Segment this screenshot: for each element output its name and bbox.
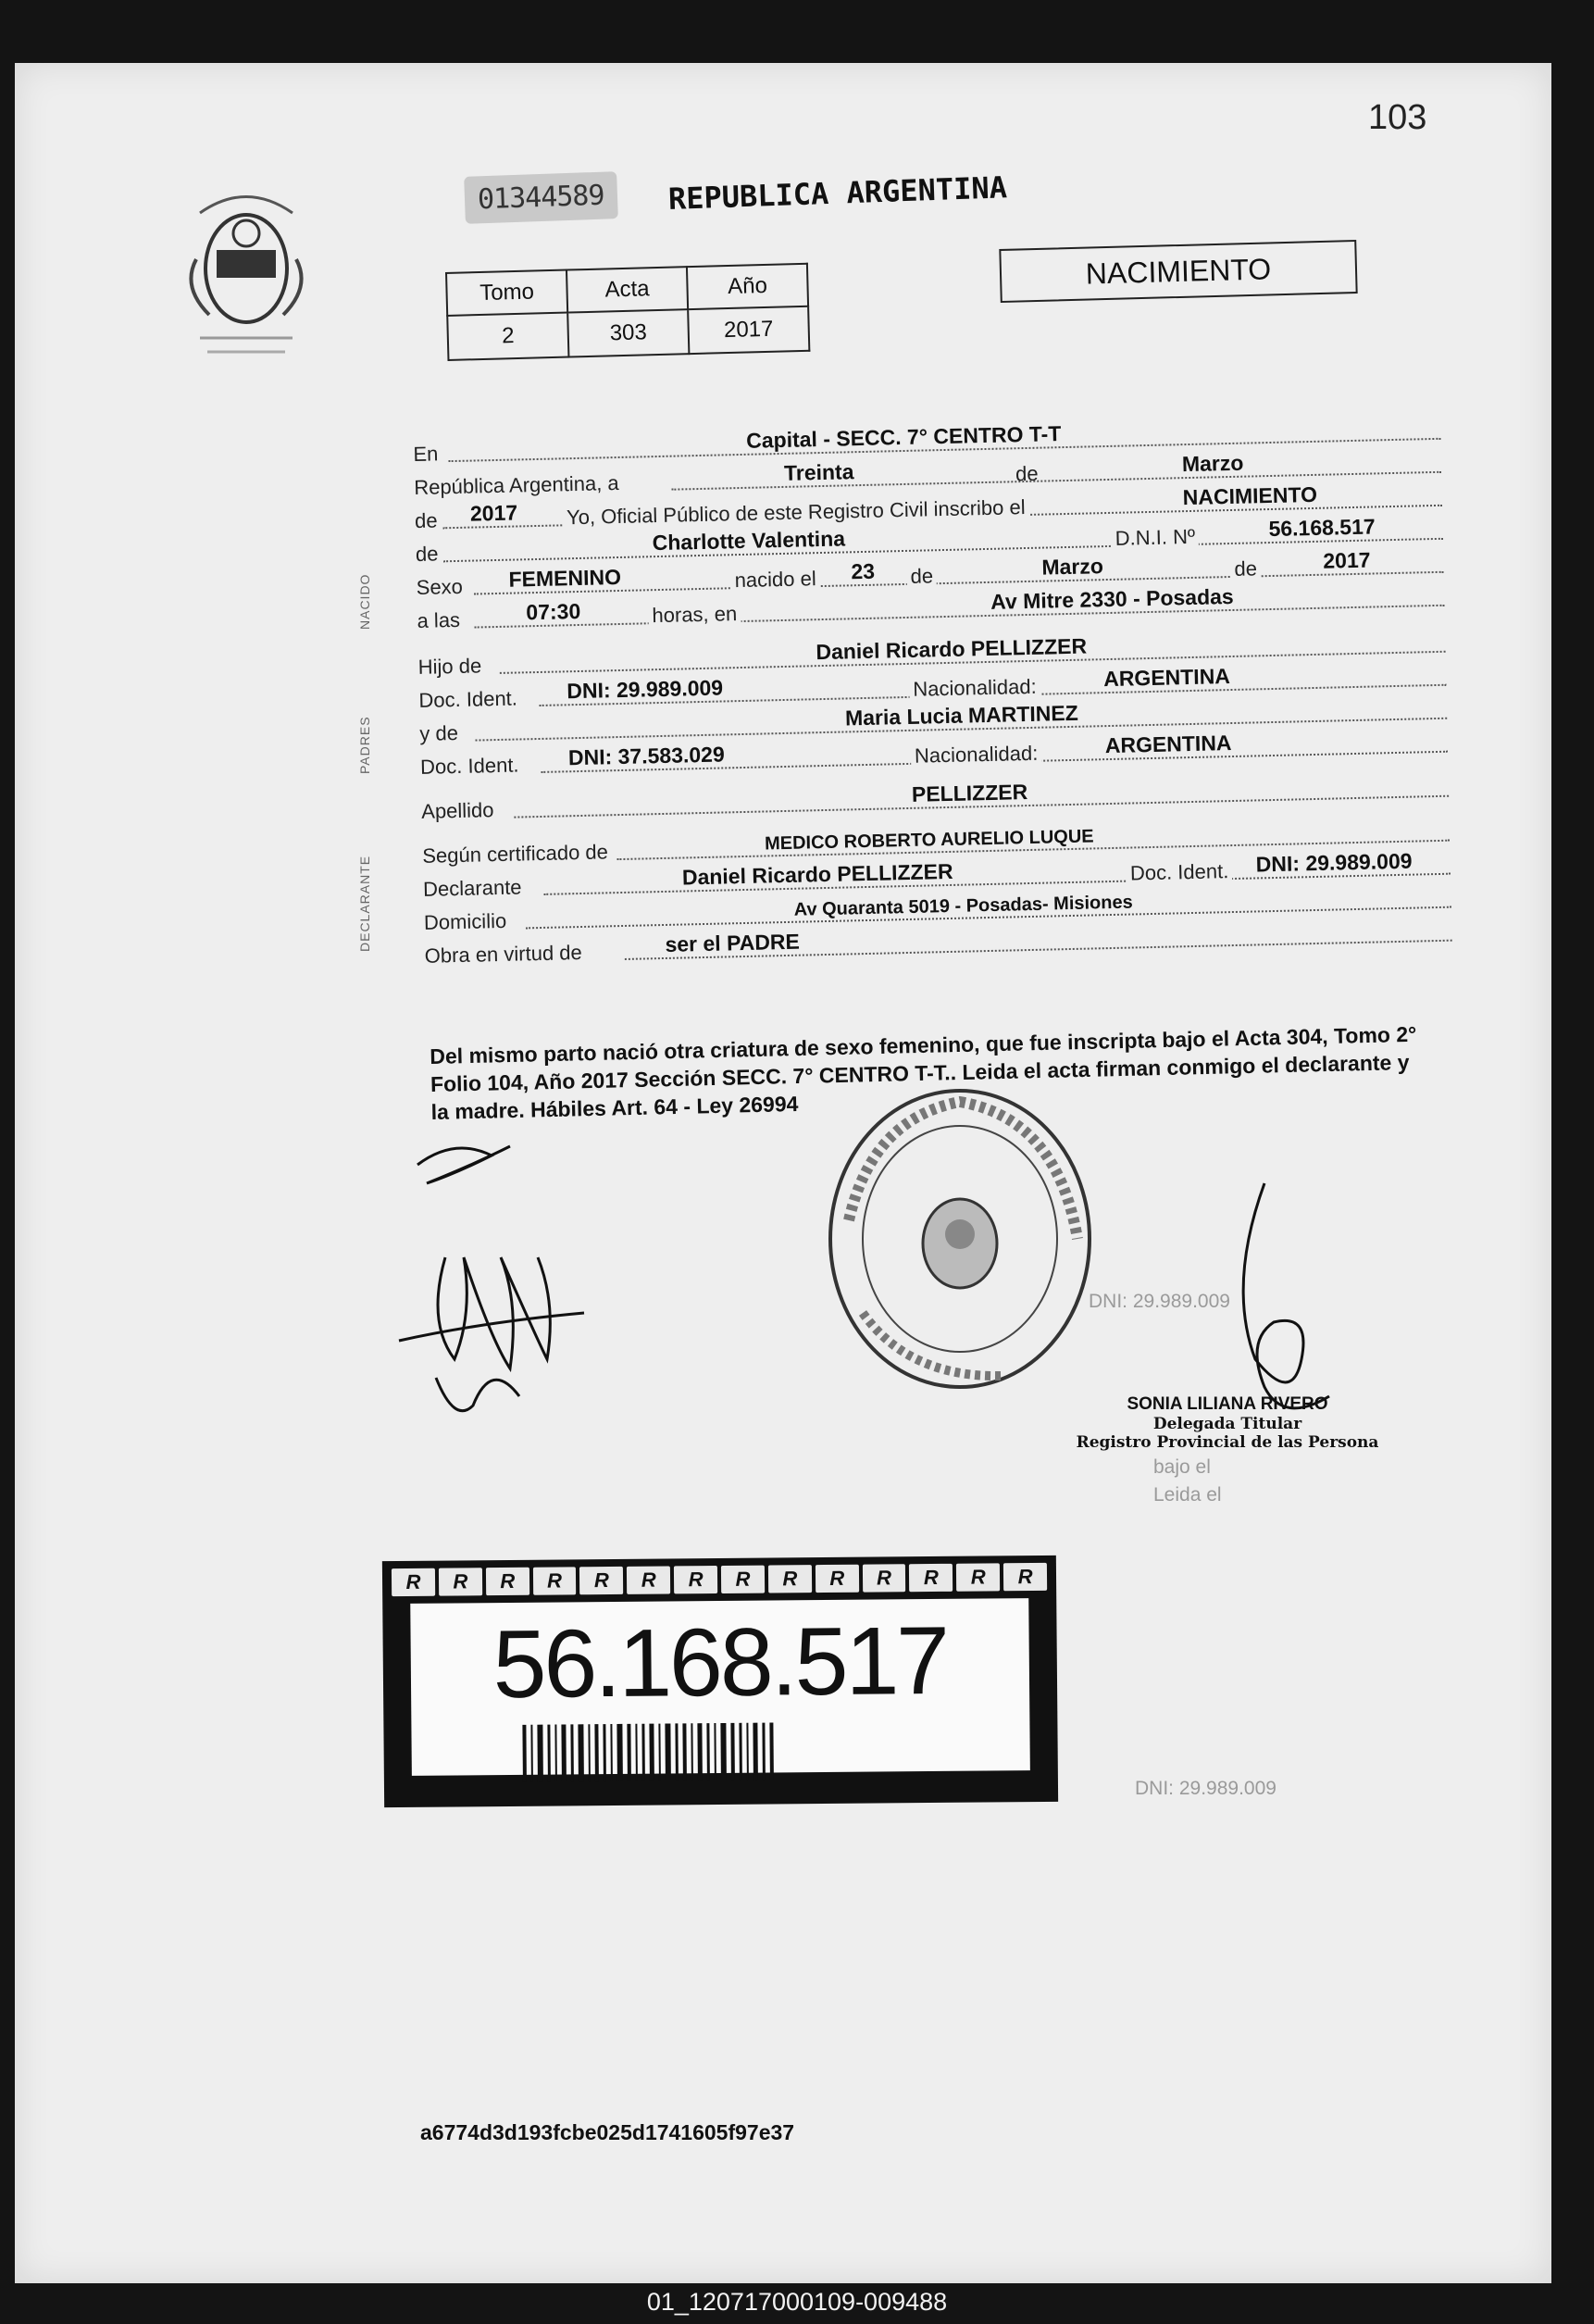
label-declarante: Declarante: [422, 875, 522, 901]
value-hora: 07:30: [526, 598, 581, 625]
value-nacido-anio: 2017: [1323, 547, 1371, 573]
r-stripe-letter: R: [486, 1568, 529, 1595]
barcode-bar: [594, 1724, 599, 1781]
table-value-anio: 2017: [688, 306, 809, 354]
value-madre-doc: DNI: 37.583.029: [567, 742, 725, 770]
barcode-bar: [554, 1725, 557, 1782]
barcode-bar: [561, 1724, 567, 1781]
barcode-bar: [714, 1723, 716, 1780]
barcode-bar: [578, 1724, 584, 1781]
table-header-acta: Acta: [567, 267, 688, 312]
label-de4: de: [906, 564, 937, 589]
label-hijo: Hijo de: [417, 654, 482, 679]
table-header-anio: Año: [687, 264, 808, 309]
value-padre: Daniel Ricardo PELLIZZER: [816, 633, 1088, 665]
value-certificado: MEDICO ROBERTO AURELIO LUQUE: [764, 826, 1094, 855]
record-type-box: NACIMIENTO: [999, 240, 1357, 303]
value-padre-nac: ARGENTINA: [1102, 664, 1231, 692]
form-row-apellido: [421, 769, 1449, 824]
barcode-bar: [547, 1725, 551, 1782]
barcode-bar: [522, 1725, 527, 1782]
label-nac-padre: Nacionalidad:: [909, 675, 1040, 702]
value-apellido: PELLIZZER: [911, 780, 1028, 806]
value-lugar-nacimiento: Av Mitre 2330 - Posadas: [990, 583, 1234, 614]
label-obra: Obra en virtud de: [424, 941, 582, 968]
r-stripe-letter: R: [1003, 1563, 1047, 1591]
barcode-bar: [730, 1723, 735, 1780]
r-stripe-letter: R: [674, 1566, 717, 1593]
value-declarante-doc: DNI: 29.989.009: [1255, 848, 1413, 877]
record-table: [445, 263, 810, 361]
r-stripe-letter: R: [721, 1566, 765, 1593]
barcode-bar: [610, 1724, 613, 1781]
value-declarante: Daniel Ricardo PELLIZZER: [681, 858, 953, 890]
barcode-number: 56.168.517: [492, 1606, 948, 1719]
officer-office: Registro Provincial de las Persona: [1076, 1433, 1379, 1452]
bleed-through-text: DNI: 29.989.009: [1089, 1291, 1230, 1312]
label-sexo: Sexo: [416, 574, 464, 599]
barcode-bar: [616, 1724, 623, 1781]
barcode-bar: [635, 1724, 638, 1781]
label-horas-en: horas, en: [648, 602, 741, 628]
side-label-nacido: NACIDO: [357, 573, 372, 630]
label-de5: de: [1230, 556, 1261, 581]
barcode-bar: [675, 1723, 679, 1780]
value-padre-doc: DNI: 29.989.009: [567, 675, 724, 704]
label-doc-padre: Doc. Ident.: [418, 686, 518, 712]
value-inscribo: NACIMIENTO: [1182, 481, 1318, 510]
value-lugar: Capital - SECC. 7° CENTRO T-T: [745, 421, 1062, 453]
document-hash: a6774d3d193fcbe025d1741605f97e37: [420, 2120, 795, 2144]
label-doc-declarante: Doc. Ident.: [1127, 859, 1233, 886]
label-de2: de: [414, 508, 438, 532]
label-domicilio: Domicilio: [423, 908, 507, 934]
label-de3: de: [415, 542, 439, 566]
value-nombre: Charlotte Valentina: [652, 526, 846, 556]
value-nacido-mes: Marzo: [1041, 554, 1104, 580]
value-obra: ser el PADRE: [665, 929, 801, 956]
barcode-bar: [697, 1723, 703, 1780]
value-mes: Marzo: [1181, 450, 1244, 477]
r-stripe-letter: R: [439, 1568, 482, 1595]
label-doc-madre: Doc. Ident.: [419, 753, 519, 779]
file-code: 01_120717000109-009488: [646, 2288, 948, 2316]
r-stripe-letter: R: [532, 1567, 576, 1594]
label-inscribo: Yo, Oficial Público de este Registro Civil inscribo el: [563, 495, 1029, 530]
r-stripe-letter: R: [862, 1564, 905, 1592]
barcode-bar: [658, 1724, 661, 1781]
label-nacido: nacido el: [730, 567, 820, 593]
barcode-bar: [649, 1724, 654, 1781]
value-sexo: FEMENINO: [508, 564, 622, 592]
barcode-bar: [682, 1723, 687, 1780]
barcode-bar: [691, 1723, 693, 1780]
barcode-bar: [720, 1723, 727, 1780]
official-seal-icon: [816, 1081, 1103, 1396]
document-page: [15, 63, 1551, 2283]
bleed-through-text: DNI: 29.989.009: [1135, 1778, 1276, 1799]
page-number: 103: [1368, 98, 1427, 137]
label-y-de: y de: [419, 720, 459, 745]
label-de: de: [1015, 461, 1039, 486]
side-label-padres: PADRES: [357, 716, 372, 774]
value-anio: 2017: [469, 500, 518, 526]
label-certificado: Según certificado de: [422, 840, 609, 868]
observation-note: Del mismo parto nació otra criatura de sexo femenino, que fue inscripta bajo el Acta 304, Tomo 2° Folio 104, Año 2017 Sección SECC. 7° CENTRO T-T.. Leida el acta firman conmigo el declarante y la madre. Hábiles Art. 64 - Ley 26994: [430, 1021, 1417, 1124]
country-heading: REPUBLICA ARGENTINA: [667, 169, 1008, 217]
barcode-bar: [588, 1724, 591, 1781]
barcode-bar: [530, 1725, 533, 1782]
side-label-declarante: DECLARANTE: [357, 855, 372, 952]
barcode-sticker: [382, 1556, 1058, 1807]
label-alas: a las: [417, 607, 461, 632]
value-madre: Maria Lucia MARTINEZ: [844, 700, 1079, 731]
label-en: En: [413, 442, 439, 466]
r-stripe-letter: R: [956, 1563, 1000, 1591]
barcode-bar: [570, 1724, 574, 1781]
table-value-tomo: 2: [447, 313, 568, 360]
table-value-acta: 303: [567, 309, 689, 356]
barcode-bar: [641, 1724, 645, 1781]
value-dia: Treinta: [783, 459, 854, 485]
coat-of-arms-icon: [163, 185, 330, 361]
barcode-bar: [739, 1723, 742, 1780]
officer-name: SONIA LILIANA RIVERO: [1127, 1394, 1328, 1414]
barcode-bar: [769, 1723, 774, 1780]
barcode-bar: [627, 1724, 631, 1781]
declarant-signature-icon: [390, 1128, 603, 1433]
birth-record-form: [413, 412, 1453, 1028]
label-apellido: Apellido: [420, 798, 494, 823]
value-nacido-dia: 23: [851, 558, 876, 584]
label-republica: República Argentina, a: [413, 470, 619, 499]
value-domicilio: Av Quaranta 5019 - Posadas- Misiones: [793, 892, 1133, 920]
barcode-label: [410, 1598, 1030, 1776]
serial-number: 01344589: [464, 171, 617, 224]
label-dni: D.N.I. Nº: [1111, 525, 1199, 551]
r-stripe-letter: R: [579, 1567, 623, 1594]
r-stripe: [392, 1563, 1047, 1596]
r-stripe-letter: R: [392, 1568, 435, 1596]
r-stripe-letter: R: [816, 1565, 859, 1593]
barcode-bar: [762, 1723, 766, 1780]
barcode-bar: [537, 1725, 543, 1782]
r-stripe-letter: R: [627, 1566, 670, 1593]
barcode-bar: [665, 1723, 671, 1780]
value-dni: 56.168.517: [1268, 514, 1376, 542]
bleed-through-text: Leida el: [1153, 1484, 1222, 1506]
barcode-bar: [603, 1724, 606, 1781]
r-stripe-letter: R: [768, 1565, 812, 1593]
value-madre-nac: ARGENTINA: [1104, 731, 1232, 758]
officer-stamp: [1052, 1394, 1403, 1452]
label-nac-madre: Nacionalidad:: [911, 742, 1042, 768]
barcode-bars-icon: [522, 1721, 919, 1782]
barcode-bar: [706, 1723, 710, 1780]
barcode-bar: [753, 1723, 758, 1780]
officer-title: Delegada Titular: [1152, 1415, 1302, 1433]
table-header-tomo: Tomo: [446, 270, 567, 316]
r-stripe-letter: R: [909, 1564, 953, 1592]
bleed-through-text: bajo el: [1153, 1456, 1211, 1478]
barcode-bar: [746, 1723, 749, 1780]
